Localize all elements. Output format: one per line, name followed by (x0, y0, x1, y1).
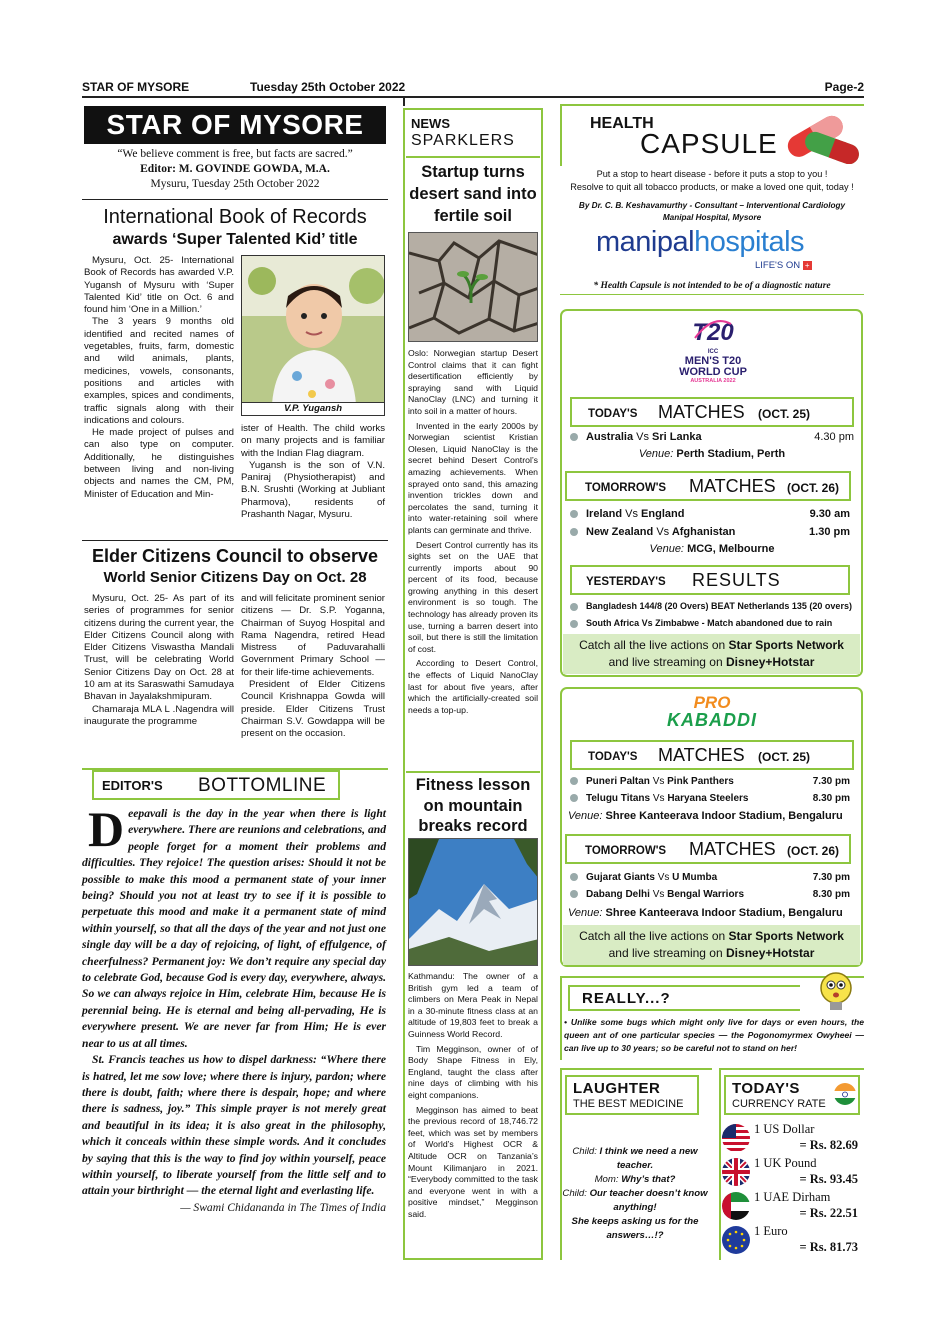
kabaddi-tomorrow-match2 (570, 889, 850, 900)
bullet-icon (570, 794, 578, 802)
vs-label: Vs (657, 872, 670, 883)
t20-result2 (570, 618, 860, 628)
laughter-joke (560, 1145, 710, 1243)
t20-logo-line2: MEN'S T20 (684, 355, 742, 367)
team2: Haryana Steelers (667, 793, 749, 804)
sparklers-s2p2: Tim Megginson, owner of of Body Shape Fitness in Ely, England, taught the class after nine days of climbing with his eight companions. (408, 1043, 538, 1100)
story2-headlines (82, 545, 388, 588)
mountain-photo (408, 838, 538, 966)
story1-headlines (82, 205, 388, 251)
t20-yesterday-header (570, 565, 850, 595)
kabaddi-today-match1 (570, 776, 850, 787)
footer-text: and live streaming on (608, 655, 723, 669)
team1: New Zealand (586, 526, 654, 538)
story2-p3: and will felicitate prominent senior citizens — Dr. S.P. Yoganna, Chairman of Suyog Hospital and Rama Nagendra, retired Head Mistress of Paduvarahalli Government Primary School — for their life-time achievements. (241, 593, 385, 678)
vs-label: Vs (652, 889, 665, 900)
venue-label: Venue: (649, 543, 684, 555)
sparklers-s2p1: Kathmandu: The owner of a British gym led a team of climbers on Mera Peak in Nepal in a 30-minute fitness class at an altitude of 19,803 feet to break a Guinness World Record. (408, 971, 538, 1039)
venue-name: Perth Stadium, Perth (676, 448, 786, 460)
rate-row (722, 1190, 864, 1224)
rate-value: = Rs. 81.73 (799, 1240, 858, 1254)
sparklers-s1p4: According to Desert Control, the effects of Liquid NanoClay last for about five years, after which the artificially-created soil needs a top-up. (408, 658, 538, 715)
bullet-icon (570, 873, 578, 881)
team1: Gujarat Giants (586, 872, 655, 883)
sparklers-h1: Startup turns desert sand into fertile soil (409, 163, 537, 225)
t20-today-header (570, 397, 854, 427)
sparklers-s1p1: Oslo: Norwegian startup Desert Control claims that it can fight desertification efficiently by spraying sand with Liquid NanoClay (LNC) and turning it into soil in a matter of hours. (408, 348, 538, 416)
bullet-icon (570, 777, 578, 785)
result-text: South Africa Vs Zimbabwe - Match abandoned due to rain (586, 618, 833, 628)
really-label: REALLY...? (582, 990, 671, 1007)
t20-yesterday-light: RESULTS (692, 570, 781, 590)
kabaddi-today-match2 (570, 793, 850, 804)
sparklers-s1p3: Desert Control currently has its sights set on the UAE that currently imports about 90 percent of its food, because growing anything in this desert environment is so tough. The technology has already proven its use, turning a barren desert into soil, but there is still the limitation of cost. (408, 539, 538, 654)
manipal-logo-b: hospitals (694, 226, 805, 258)
page-header-bar (82, 78, 864, 98)
kabaddi-footer (563, 925, 860, 965)
sparklers-h2: Fitness lesson on mountain breaks record (415, 776, 531, 835)
venue-name: MCG, Melbourne (687, 543, 775, 555)
vs-label: Vs (652, 776, 665, 787)
really-header (568, 985, 800, 1011)
t20-tomorrow-bold: TOMORROW'S (585, 482, 667, 494)
t20-logo-line1: ICC (707, 349, 719, 355)
rate-unit: 1 US Dollar (754, 1122, 815, 1136)
kabaddi-tomorrow-light: MATCHES (689, 839, 776, 859)
rate-value: = Rs. 22.51 (799, 1206, 858, 1220)
sparklers-s1p2: Invented in the early 2000s by Norwegian scientist Kristian Olesen, Liquid NanoClay is the secret behind Desert Control’s amazing achievements. When sprayed onto sand, this amazing invention trickles down and percolates the sand, turning it into water-retaining soil where plants can germinate and thrive. (408, 420, 538, 535)
kabaddi-today-header (570, 740, 854, 770)
page-number: Page-2 (824, 80, 864, 94)
currency-label-bold: TODAY'S (732, 1080, 800, 1097)
laughter-header (565, 1075, 699, 1115)
t20-tomorrow-match1 (570, 508, 850, 520)
t20-tomorrow-light: MATCHES (689, 476, 776, 496)
story1-p4: ister of Health. The child works on many projects and is familiar with the Indian Flag diagram. (241, 423, 385, 459)
t20-footer (563, 634, 860, 674)
team2: Afghanistan (671, 526, 736, 538)
health-byline2: Manipal Hospital, Mysore (662, 213, 762, 222)
kabaddi-tomorrow-header (565, 834, 851, 864)
masthead-dateline: Mysuru, Tuesday 25th October 2022 (150, 178, 320, 190)
story1-p5: Yugansh is the son of V.N. Paniraj (Physiotherapist) and B.N. Srushti (Working at Jubliant Pharmova), residents of Prashanth Nagar, Mysuru. (241, 459, 385, 521)
sparklers-story2 (408, 971, 538, 1220)
line: Why’s that? (621, 1174, 676, 1185)
team2: Sri Lanka (652, 431, 702, 443)
sparklers-label-bold: NEWS (411, 116, 450, 131)
vs-label: Vs (636, 431, 649, 443)
mountain-image (409, 839, 538, 966)
kabaddi-today-date: (OCT. 25) (758, 750, 811, 764)
team1: Dabang Delhi (586, 889, 650, 900)
venue-label: Venue: (638, 448, 674, 460)
kabaddi-tomorrow-bold: TOMORROW'S (585, 845, 667, 857)
rate-value: = Rs. 82.69 (799, 1138, 858, 1152)
team2: England (641, 508, 685, 520)
line: Our teacher doesn’t know anything! (589, 1188, 708, 1213)
footer-text: Catch all the live actions on (579, 638, 726, 652)
bullet-icon (570, 433, 578, 441)
sparklers-s2p3: Megginson has aimed to beat the previous record of 18,746.72 feet, which was set by members of World’s Highest OCR & Altitude OCR on Tanzania’s Mount Kilimanjaro in 2021. “Everybody committed to the task and everyone went in with a positive mindset,” Megginson said. (408, 1104, 538, 1219)
kabaddi-today-bold: TODAY'S (588, 751, 638, 763)
rate-value: = Rs. 93.45 (799, 1172, 858, 1186)
sparklers-header (411, 116, 515, 150)
photo-caption: V.P. Yugansh (242, 402, 384, 415)
rate-row (722, 1122, 864, 1156)
t20-logo (668, 318, 758, 385)
masthead-motto: “We believe comment is free, but facts are sacred.” (117, 148, 353, 160)
currency-header (724, 1075, 860, 1115)
team2: U Mumba (672, 872, 718, 883)
manipal-logo (596, 226, 804, 259)
uk-flag-icon (722, 1158, 750, 1186)
t20-today-light: MATCHES (658, 402, 745, 422)
venue-label: Venue: (568, 907, 603, 919)
vs-label: Vs (652, 793, 665, 804)
rate-unit: 1 Euro (754, 1224, 788, 1238)
t20-tomorrow-venue (570, 543, 854, 555)
lightbulb-icon (812, 968, 860, 1016)
editorial-label-bold: EDITOR'S (102, 778, 163, 793)
uae-flag-icon (722, 1192, 750, 1220)
kabaddi-logo-bottom: KABADDI (667, 710, 757, 730)
vs-label: Vs (656, 526, 670, 538)
divider (560, 294, 864, 295)
match-time: 7.30 pm (812, 872, 850, 883)
story1-col1 (84, 255, 234, 501)
manipal-logo-a: manipal (596, 226, 695, 258)
us-flag-icon (722, 1124, 750, 1152)
masthead-logo: STAR OF MYSORE (84, 106, 386, 144)
venue-name: Shree Kanteerava Indoor Stadium, Bengaluru (605, 810, 843, 822)
sparklers-label-light: SPARKLERS (411, 132, 515, 149)
really-text: • Unlike some bugs which might only live for days or even hours, the queen ant of one particular species — the Pogonomyrmex Owyheei — can live up to 30 years; so be careful not to stand on her! (564, 1017, 864, 1053)
match-time: 4.30 pm (814, 431, 854, 443)
masthead-block (84, 147, 386, 192)
story1-p2: The 3 years 9 months old identified and recited names of vegetables, fruits, farm, domestic and wild animals, plants, medicines, vowels, consonants, positions and articles with examples, spices and condiments, traffic signals along with their indications and colours. (84, 316, 234, 426)
eu-flag-icon (722, 1226, 750, 1254)
line: I think we need a new teacher. (599, 1146, 698, 1171)
divider (406, 156, 540, 158)
kabaddi-logo-top: PRO (693, 693, 731, 712)
result-text: Bangladesh 144/8 (20 Overs) BEAT Netherlands 135 (20 overs) (586, 601, 852, 611)
health-byline (560, 200, 864, 224)
t20-trophy-icon (691, 318, 735, 344)
match-time: 8.30 pm (812, 889, 850, 900)
editorial-label-light: BOTTOMLINE (198, 775, 327, 796)
bullet-icon (570, 603, 578, 611)
story1-p1: Mysuru, Oct. 25- International Book of Records has awarded V.P. Yugansh of Mysuru with ‘Super Talented Kid’ title on Oct. 6 and found him ‘One in a Million.’ (84, 255, 234, 316)
desert-photo (408, 232, 538, 342)
bullet-icon (570, 528, 578, 536)
rate-unit: 1 UAE Dirham (754, 1190, 831, 1204)
capsule-pills-icon (780, 108, 864, 164)
team1: Ireland (586, 508, 623, 520)
bullet-icon (570, 510, 578, 518)
t20-result1 (570, 601, 860, 611)
story2-p2: Chamaraja MLA L .Nagendra will inaugurate the programme (84, 703, 234, 727)
match-time: 9.30 am (809, 508, 850, 520)
t20-today-bold: TODAY'S (588, 408, 638, 420)
t20-tomorrow-date: (OCT. 26) (787, 481, 840, 495)
pro-kabaddi-logo (660, 694, 764, 729)
match-time: 7.30 pm (812, 776, 850, 787)
footer-streaming: Disney+Hotstar (726, 946, 815, 960)
laughter-label-light: THE BEST MEDICINE (573, 1098, 684, 1110)
health-tips (560, 168, 864, 194)
health-label-light: CAPSULE (640, 128, 778, 159)
cracked-soil-image (409, 233, 538, 342)
venue-name: Shree Kanteerava Indoor Stadium, Bengaluru (605, 907, 843, 919)
story2-p4: President of Elder Citizens Council Krishnappa Gowda will preside. Elder Citizens Trust Chairman S.V. Gowdappa will be present on the occasion. (241, 679, 385, 740)
team2: Pink Panthers (667, 776, 734, 787)
story2-subhead: World Senior Citizens Day on Oct. 28 (103, 569, 367, 586)
venue-label: Venue: (568, 810, 603, 822)
team1: Puneri Paltan (586, 776, 650, 787)
manipal-tagline-text: LIFE'S ON (755, 260, 801, 271)
t20-yesterday-bold: YESTERDAY'S (586, 576, 666, 588)
line: She keeps asking us for the answers…!? (571, 1216, 699, 1241)
footer-text: and live streaming on (608, 946, 723, 960)
editorial-header (92, 770, 340, 800)
editorial-p1: eepavali is the day in the year when there is light everywhere. There are reunions and celebrations, and people forget for a moment their problems and difficulties. They rejoice! The question arises: Should it not be possible to make this mood a permanent state of your inner being? Should you not at least try to see if it is possible to perpetuate this mood and make it a permanent state of mind within yourself, so that all the days of the year and not just one single day will be a day of rejoicing, of light, of effulgence, of cheerfulness? Permanent joy: We don’t require any special day to celebrate God, because God is every day, everywhere, always. So we can always rejoice in Him, celebrate Him, because He is perennial being. He is eternal and being all-pervading, He is everywhere present. We are never far from Him; He is ever near to us at all times. (82, 807, 386, 1050)
t20-logo-line3: WORLD CUP (679, 366, 747, 378)
plus-icon: + (803, 261, 812, 270)
t20-today-match1 (570, 431, 854, 443)
editorial-dropcap: D (88, 801, 125, 857)
speaker: Child: (572, 1146, 597, 1157)
health-line2: Resolve to quit all tobacco products, or make a loved one quit, today ! (570, 182, 854, 192)
rate-row (722, 1224, 864, 1258)
editorial-credit: — Swami Chidananda in The Times of India (180, 1200, 386, 1214)
story1-subhead: awards ‘Super Talented Kid’ title (112, 231, 358, 248)
kabaddi-tomorrow-match1 (570, 872, 850, 883)
t20-tomorrow-match2 (570, 526, 850, 538)
t20-today-venue (570, 448, 854, 460)
team1: Telugu Titans (586, 793, 651, 804)
svg-text:T20: T20 (692, 319, 734, 344)
team2: Bengal Warriors (667, 889, 745, 900)
divider (82, 199, 388, 200)
currency-label-light: CURRENCY RATE (732, 1098, 826, 1110)
team1: Australia (586, 431, 634, 443)
editorial-p2: St. Francis teaches us how to dispel darkness: “Where there is hatred, let me sow love; where there is injury, pardon; where there is doubt, faith; where there is despair, hope; and where there is sadness, joy.” This simple prayer is not merely great and beautiful in its idea; it is also great in the philosophy, which it conceals within these simple words. And it concludes by saying that this is the way to find joy within yourself, peace within yourself, to liberate yourself from the little self and to attain your birthright — the eternal light and everlasting life. (82, 1053, 386, 1198)
t20-logo-line4: AUSTRALIA 2022 (690, 378, 736, 384)
speaker: Mom: (594, 1174, 619, 1185)
kabaddi-today-light: MATCHES (658, 745, 745, 765)
rate-row (722, 1156, 864, 1190)
story2-col2 (241, 593, 385, 741)
bullet-icon (570, 890, 578, 898)
story1-headline: International Book of Records (103, 206, 367, 228)
child-photo-image (242, 256, 385, 404)
t20-tomorrow-header (565, 471, 851, 501)
speaker: Child: (562, 1188, 587, 1199)
column-divider (403, 98, 405, 106)
kabaddi-today-venue (568, 810, 860, 822)
health-line1: Put a stop to heart disease - before it puts a stop to you ! (596, 169, 828, 179)
laughter-label-bold: LAUGHTER (573, 1080, 661, 1097)
rate-unit: 1 UK Pound (754, 1156, 817, 1170)
divider (406, 771, 540, 773)
paper-name: STAR OF MYSORE (82, 80, 190, 94)
story1-p3: He made project of pulses and can also type on computer. Additionally, he distinguishes between living and non-living objects and names the CM, PM, Minister of Education and Min- (84, 427, 234, 500)
sparklers-story1 (408, 348, 538, 716)
kabaddi-tomorrow-venue (568, 907, 860, 919)
footer-text: Catch all the live actions on (579, 929, 726, 943)
story2-p1: Mysuru, Oct. 25- As part of its series of programmes for senior citizens during the current year, the Elder Citizens Council along with Elder Citizens Viswastha Mandali Trust, will be celebrating World Senior Citizens Day on Oct. 28 at 10 am at its Saraswathi Samudaya Bhavan in Jayalakshmipuram. (84, 593, 234, 703)
vs-label: Vs (625, 508, 638, 520)
health-label-bold: HEALTH (590, 115, 654, 132)
issue-date: Tuesday 25th October 2022 (250, 80, 406, 94)
story2-col1 (84, 593, 234, 728)
manipal-tagline (755, 260, 812, 271)
footer-network: Star Sports Network (728, 638, 844, 652)
masthead-editor: Editor: M. GOVINDE GOWDA, M.A. (140, 163, 330, 175)
footer-network: Star Sports Network (728, 929, 844, 943)
editorial-body (82, 801, 386, 1216)
india-flag-icon (834, 1083, 856, 1105)
match-time: 8.30 pm (812, 793, 850, 804)
story1-photo (241, 255, 385, 416)
divider (82, 540, 388, 541)
t20-today-date: (OCT. 25) (758, 407, 811, 421)
kabaddi-tomorrow-date: (OCT. 26) (787, 844, 840, 858)
health-disclaimer: * Health Capsule is not intended to be of a diagnostic nature (593, 281, 831, 291)
story1-col2 (241, 423, 385, 521)
health-byline1: By Dr. C. B. Keshavamurthy - Consultant – Interventional Cardiology (578, 201, 846, 210)
story2-headline: Elder Citizens Council to observe (91, 546, 379, 566)
bullet-icon (570, 620, 578, 628)
currency-rates (722, 1122, 864, 1258)
footer-streaming: Disney+Hotstar (726, 655, 815, 669)
match-time: 1.30 pm (809, 526, 850, 538)
